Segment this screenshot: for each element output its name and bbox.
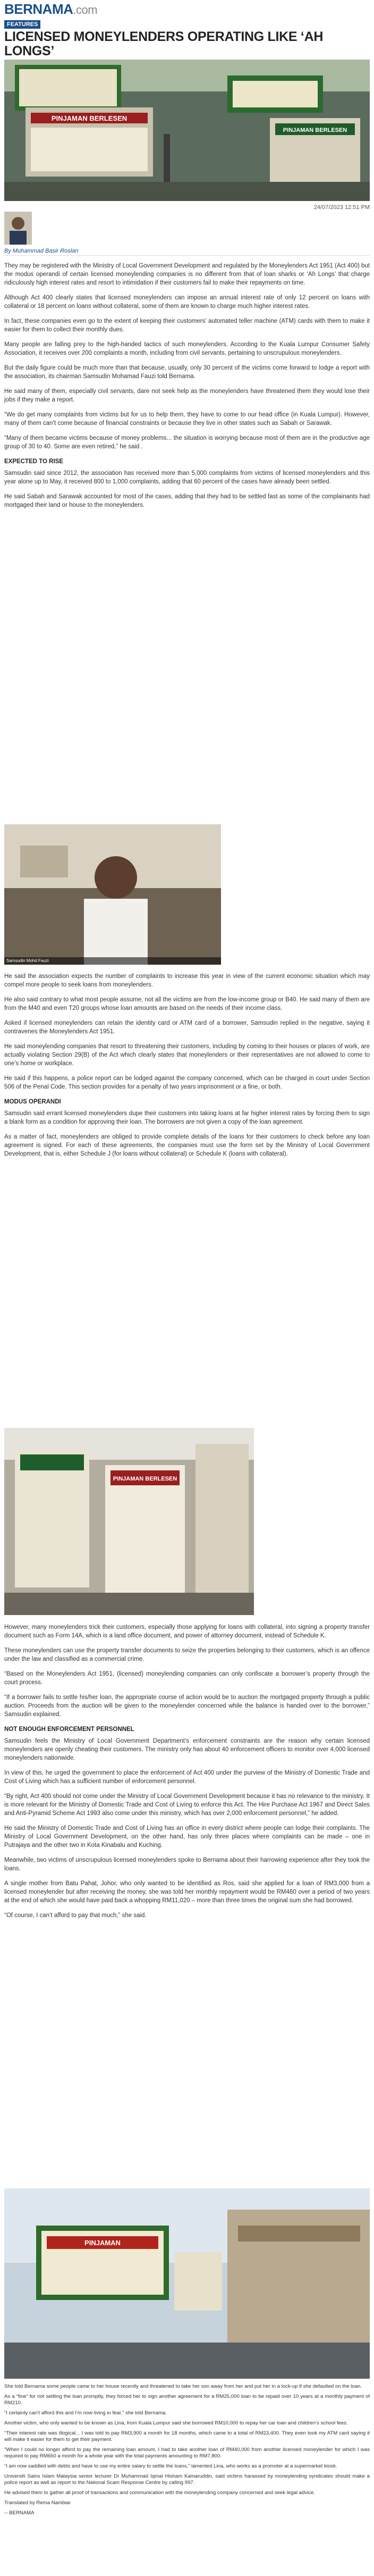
- paragraph: Although Act 400 clearly states that licensed moneylenders can impose an annual interest rate of only 12 percent on loans with collateral or 18 percent on loans without collateral, some of them are known to charge much higher interest rates.: [4, 295, 370, 310]
- byline-divider: [4, 255, 370, 256]
- street-banner-photo-art: [4, 2188, 370, 2379]
- banner-text: PINJAMAN: [84, 2239, 121, 2247]
- signboard-photo-art: [4, 1428, 254, 1615]
- section-tag[interactable]: FEATURES: [4, 20, 40, 29]
- paragraph: Universiti Sains Islam Malaysia senior lecturer Dr Muhammad Iqmal Hisham Kamaruddin, said victims harassed by moneylending syndicates should make a police report as well as report to the National Scam Response Centre by calling 997.: [4, 2473, 370, 2486]
- paragraph: “Their interest rate was illogical... I was told to pay RM3,900 a month for 18 months, which came to a total of RM23,400. They even took my ATM card saying it will make it easier for them to get their payment.: [4, 2430, 370, 2443]
- body-section-2: [4, 972, 370, 1165]
- subheading: NOT ENOUGH ENFORCEMENT PERSONNEL: [4, 1726, 134, 1733]
- paragraph: These moneylenders can use the property transfer documents to seize the properties belonging to their customers, which is an offence under the law and classified as a commercial crime.: [4, 1647, 370, 1662]
- body-section-1: [4, 262, 370, 516]
- paragraph: “Many of them became victims because of money problems... the situation is worrying because most of them are in the productive age group of 30 to 40. Some are even retired,” he said .: [4, 435, 370, 450]
- paragraph: A single mother from Batu Pahat, Johor, who only wanted to be identified as Ros, said she applied for a loan of RM3,000 from a licensed moneylender but after receiving the money, she was told her monthly repayment would be RM460 over a period of two years at the end of which she would have paid back a whopping RM11,020 – more than three times the original sum she had borrowed.: [4, 1880, 370, 1904]
- signboard-text: PINJAMAN BERLESEN: [113, 1476, 177, 1482]
- paragraph: He said the Ministry of Domestic Trade and Cost of Living has an office in every district where people can lodge their complaints. The Ministry of Local Government Development, on the other hand, has only three places where complaints can be made – one in Putrajaya and the other two in Kota Kinabalu and Kuching.: [4, 1825, 370, 1849]
- author-byline: By Muhammad Basir Roslan: [4, 248, 79, 254]
- translator-credit: Translated by Rema Nambiar: [4, 2500, 71, 2506]
- paragraph: “Based on the Moneylenders Act 1951, (licensed) moneylending companies can only confiscate a borrower’s property through the court process.: [4, 1671, 370, 1686]
- subheading: EXPECTED TO RISE: [4, 458, 63, 465]
- paragraph: Samsudin feels the Ministry of Local Government Department’s enforcement constraints are the reason why certain licensed moneylenders are openly cheating their customers. The ministry only has about 40 enforcement officers to monitor over 4,000 licensed moneylenders nationwide.: [4, 1738, 370, 1761]
- paragraph: He also said contrary to what most people assume, not all the victims are from the low-income group or B40. He said many of them are from the M40 and even T20 groups whose loan amounts are based on the needs of their income class.: [4, 997, 370, 1011]
- paragraph: They may be registered with the Ministry of Local Government Development and regulated by the Moneylenders Act 1951 (Act 400) but the modus operandi of certain licensed moneylending companies is no different from that of loan sharks or ‘Ah Longs’ that charge ridiculously high interest rates and resort to intimidation if their customers fail to make their repayments on time.: [4, 263, 370, 286]
- paragraph: “I am now saddled with debts and have to use my entire salary to settle the loans,” lamented Lina, who works as a promoter at a supermarket kiosk.: [4, 2463, 337, 2469]
- logo-main: BERNAMA: [4, 1, 73, 17]
- hero-sign-right: PINJAMAN BERLESEN: [283, 127, 347, 133]
- author-avatar: [4, 212, 32, 245]
- signboard-photo: [4, 1428, 254, 1615]
- paragraph: “We do get many complaints from victims but for us to help them, they have to come to our head office (in Kuala Lumpur). However, many of them can’t come because of financial constraints or because they live in other states such as Sabah or Sarawak.: [4, 412, 370, 426]
- hero-photo-art: [4, 60, 370, 201]
- photo-caption: Samsudin Mohd Fauzi: [4, 957, 221, 965]
- samsudin-photo-art: [4, 824, 221, 965]
- paragraph: Samsudin said since 2012, the association has received more than 5,000 complaints from victims of licensed moneylenders and this year alone up to May, it received 800 to 1,000 complaints, adding that 60 percent of the cases have already been settled.: [4, 470, 370, 485]
- hero-photo: [4, 60, 370, 201]
- bernama-logo[interactable]: [4, 1, 97, 18]
- paragraph: As a “fine” for not settling the loan promptly, they forced her to sign another agreement for a RM25,000 loan to be repaid over 10 years at a monthly payment of RM210.: [4, 2394, 370, 2406]
- paragraph: In fact, these companies even go to the extent of keeping their customers’ automated teller machine (ATM) cards with them to make it easier for them to collect their monthly dues.: [4, 318, 370, 333]
- bernama-signoff: -- BERNAMA: [4, 2510, 35, 2516]
- paragraph: She told Bernama some people came to her house recently and threatened to take her son away from her and put her in a lock-up if she defaulted on the loan.: [4, 2383, 362, 2389]
- samsudin-photo: [4, 824, 221, 965]
- paragraph: However, many moneylenders trick their customers, especially those applying for loans with collateral, into signing a property transfer document such as Form 14A, which is a land office document, and power of attorney document, instead of Schedule K.: [4, 1624, 370, 1639]
- paragraph: He said many of them, especially civil servants, dare not seek help as the moneylenders have threatened them they would lose their jobs if they make a report.: [4, 388, 370, 403]
- publish-date: 24/07/2023 12:51 PM: [313, 204, 370, 211]
- street-banner-photo: [4, 2188, 370, 2379]
- paragraph: He advised them to gather all proof of transactions and communication with the moneylending company concerned and seek legal advice.: [4, 2490, 316, 2496]
- paragraph: He said Sabah and Sarawak accounted for most of the cases, adding that they had to be settled fast as some of the complainants had mortgaged their land or house to the moneylenders.: [4, 494, 370, 508]
- paragraph: Meanwhile, two victims of unscrupulous licensed moneylenders spoke to Bernama about their harrowing experience after they took the loans.: [4, 1857, 370, 1872]
- paragraph: Another victim, who only wanted to be known as Lina, from Kuala Lumpur said she borrowed RM10,000 to repay her car loan and children’s school fees.: [4, 2420, 348, 2426]
- paragraph: As a matter of fact, moneylenders are obliged to provide complete details of the loans for their customers to check before any loan agreement is signed. For each of these agreements, the companies must use the form set by the Ministry of Local Government Development, that is, either Schedule J (for loans without collateral) or Schedule K (loans with collateral).: [4, 1134, 370, 1157]
- paragraph: Samsudin said errant licensed moneylenders dupe their customers into taking loans at far higher interest rates by forcing them to sign a blank form as a condition for approving their loan. The borrowers are not given a copy of the loan agreement.: [4, 1110, 370, 1125]
- body-section-4: [4, 2383, 370, 2516]
- paragraph: In view of this, he urged the government to place the enforcement of Act 400 under the purview of the Ministry of Domestic Trade and Cost of Living which has a sufficient number of enforcement personnel.: [4, 1770, 370, 1785]
- paragraph: “Of course, I can’t afford to pay that much,” she said.: [4, 1912, 147, 1919]
- article-title: LICENSED MONEYLENDERS OPERATING LIKE ‘AH LONGS’: [4, 29, 324, 58]
- paragraph: “When I could no longer afford to pay the remaining loan amount, I had to take another loan of RM40,000 from another licensed moneylender for which I was required to pay RM650 a month for a whole year with the total payments amounting to RM7,800.: [4, 2447, 370, 2459]
- paragraph: He said if this happens, a police report can be lodged against the company concerned, which can be charged in court under Section 506 of the Penal Code. This section provides for a penalty of two years imprisonment or a fine, or both.: [4, 1075, 370, 1090]
- logo-suffix: .com: [73, 3, 98, 16]
- paragraph: He said moneylending companies that resort to threatening their customers, including by coming to their houses or places of work, are actually violating Section 29(B) of the Act which clearly states that moneylenders or their representatives are not allowed to come to one’s home or workplace.: [4, 1043, 370, 1067]
- paragraph: “By right, Act 400 should not come under the Ministry of Local Government Development because it has no relevance to the ministry. It is more relevant for the Ministry of Domestic Trade and Cost of Living to enforce this Act. The Hire Purchase Act 1967 and Direct Sales and Anti-Pyramid Scheme Act 1993 also come under this ministry, which has over 2,000 enforcement personnel,” he added.: [4, 1793, 370, 1817]
- paragraph: Many people are falling prey to the high-handed tactics of such moneylenders. According to the Kuala Lumpur Consumer Safety Association, it receives over 200 complaints a month, including from civil servants, pertaining to unscrupulous moneylenders.: [4, 341, 370, 356]
- paragraph: “I certainly can’t afford this and I’m now living in fear,” she told Bernama.: [4, 2410, 167, 2416]
- paragraph: He said the association expects the number of complaints to increase this year in view of the current economic situation which may compel more people to seek loans from moneylenders.: [4, 973, 370, 988]
- paragraph: “If a borrower fails to settle his/her loan, the appropriate course of action would be to auction the mortgaged property through a public auction. Proceeds from the auction will be given to the moneylender concerned while the balance is handed over to the borrower,” Samsudin explained.: [4, 1694, 370, 1718]
- hero-sign-left: PINJAMAN BERLESEN: [51, 114, 128, 122]
- body-section-3: [4, 1623, 370, 1926]
- paragraph: But the daily figure could be much more than that because, usually, only 30 percent of the victims come forward to lodge a report with the association, its chairman Samsudin Mohamad Fauzi told Bernama.: [4, 365, 370, 380]
- author-avatar-art: [4, 212, 32, 245]
- subheading: MODUS OPERANDI: [4, 1099, 61, 1105]
- site-header: [0, 0, 374, 17]
- paragraph: Asked if licensed moneylenders can retain the identity card or ATM card of a borrower, Samsudin replied in the negative, saying it contravenes the Moneylenders Act 1951.: [4, 1020, 370, 1035]
